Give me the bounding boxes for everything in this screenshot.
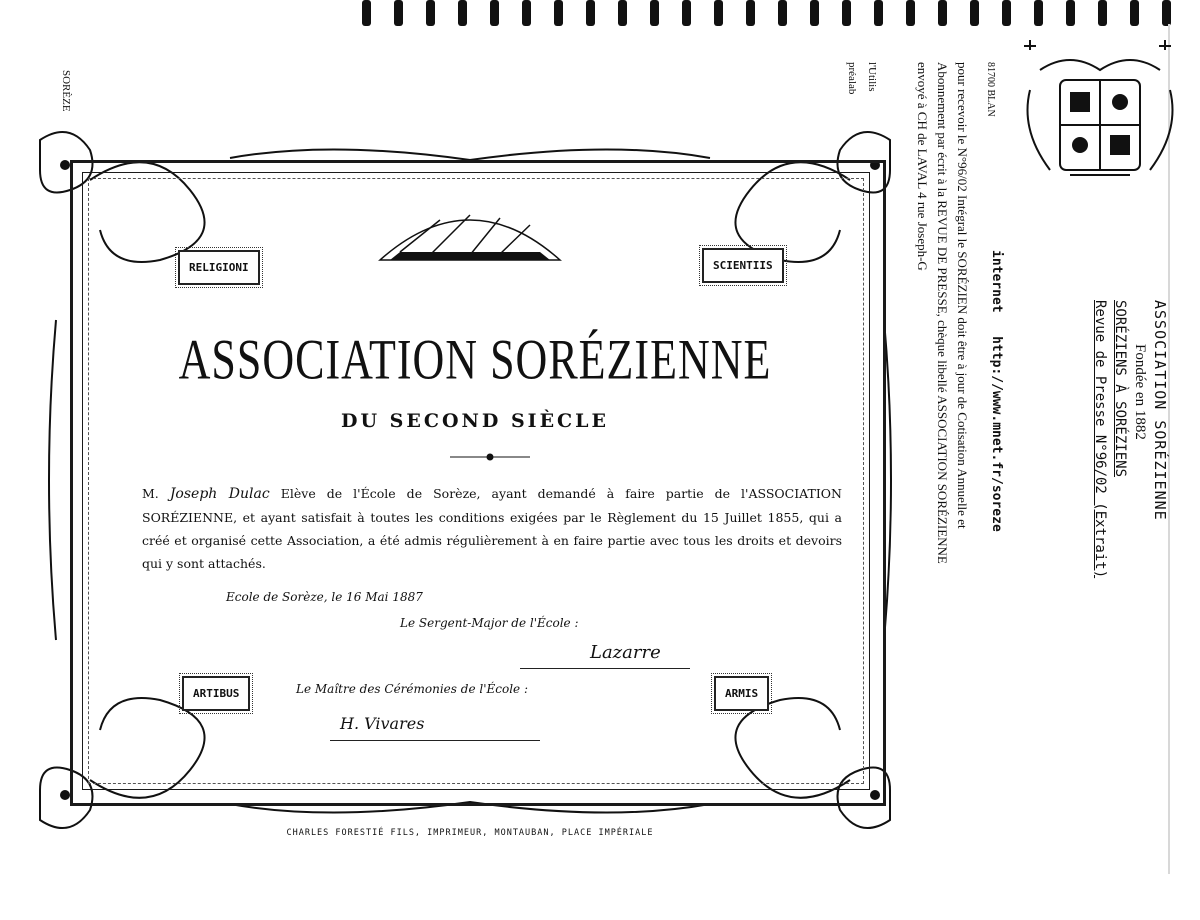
maitre-signature: H. Vivares — [340, 714, 425, 733]
fragment-1: l'Utilis — [866, 62, 878, 92]
sidebar-text — [1020, 300, 1170, 920]
fragment-2: préalab — [846, 62, 858, 95]
url-text: http://www.mnet.fr/soreze — [989, 336, 1004, 532]
postcode-text: 81700 BLAN — [985, 62, 996, 117]
certificate-title: ASSOCIATION SORÉZIENNE — [178, 327, 772, 392]
subscription-line-1: pour recevoir le N°96/02 Intégral le SORÉZIEN doit être à jour de Cotisation Annuelle et — [955, 62, 970, 529]
crest-logo — [1010, 30, 1190, 190]
certificate-subtitle: DU SECOND SIÈCLE — [340, 410, 610, 432]
maitre-label: Le Maître des Cérémonies de l'École : — [296, 682, 528, 696]
sergent-signature: Lazarre — [590, 642, 661, 663]
box-armis: ARMIS — [714, 676, 769, 711]
box-scientiis: SCIENTIIS — [702, 248, 784, 283]
signature-line-1 — [520, 668, 690, 669]
member-name: Joseph Dulac — [169, 486, 270, 502]
internet-label: internet http://www.mnet.fr/soreze — [989, 250, 1004, 532]
subscription-line-3: envoyé à CH de LAVAL 4 rue Joseph-G — [915, 62, 930, 271]
box-religioni: RELIGIONI — [178, 250, 260, 285]
printer-credit: CHARLES FORESTIÉ FILS, IMPRIMEUR, MONTAUBAN, PLACE IMPÉRIALE — [286, 828, 654, 838]
internet-block — [976, 250, 1006, 550]
place-date: Ecole de Sorèze, le 16 Mai 1887 — [226, 590, 423, 604]
spiral-binding — [0, 0, 1200, 30]
fragment-3: SORÈZE — [60, 70, 72, 112]
certificate-body — [142, 482, 842, 575]
subscription-line-2: Abonnement par écrit à la REVUE DE PRESSE, chèque libellé ASSOCIATION SORÉZIENNE — [935, 62, 950, 564]
postcode-block — [970, 62, 1000, 182]
sidebar-assoc-title: ASSOCIATION SORÉZIENNE — [1151, 300, 1169, 521]
signature-line-2 — [330, 740, 540, 741]
sidebar-fondee: Fondée en 1882 — [1132, 344, 1148, 440]
sidebar-revue: Revue de Presse N°96/02 (Extrait) — [1092, 300, 1108, 579]
body-paragraph: Elève de l'École de Sorèze, ayant demandé à faire partie de l'ASSOCIATION SORÉZIENNE, et ayant satisfait à toutes les conditions exigées par le Règlement du 15 Juillet 1855, qui a créé et organisé cette Association, a été admis régulièrement à en faire partie avec tous les droits et devoirs qui y sont attachés. — [142, 486, 842, 571]
sergent-label: Le Sergent-Major de l'École : — [400, 616, 579, 630]
box-artibus: ARTIBUS — [182, 676, 250, 711]
certificate — [30, 120, 910, 840]
salutation: M. — [142, 486, 159, 501]
sidebar-soreziens: SORÉZIENS À SORÉZIENS — [1112, 300, 1128, 478]
